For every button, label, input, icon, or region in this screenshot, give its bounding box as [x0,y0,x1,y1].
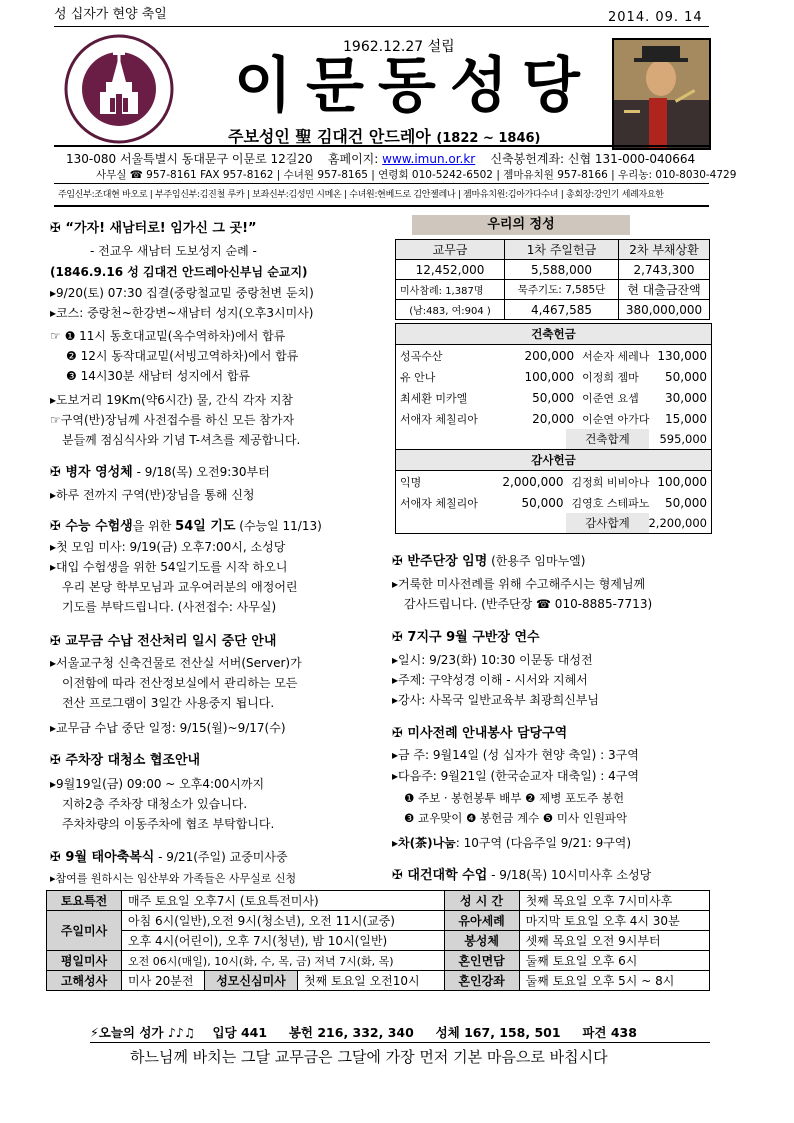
building-fund-donor: 이순연 아가다 [582,412,650,426]
patron-name: 주보성인 聖 김대건 안드레아 [228,127,431,146]
sick-communion-line: ▸하루 전까지 구역(반)장님을 통해 신청 [50,488,255,502]
finance-summary-table [395,239,710,320]
hymn-line [90,1023,637,1041]
usher-line-4: ❸ 교우맞이 ❹ 봉헌금 계수 ❺ 미사 인원파악 [404,811,628,825]
building-fund-donor: 서애자 체칠리아 [400,412,478,426]
cross-icon: ✠ [50,850,66,865]
schedule-value: 아침 6시(일반),오전 9시(청소년), 오전 11시(교중) [122,911,445,931]
pilgrimage-line-6: ▸도보거리 19Km(약6시간) 물, 간식 각자 지참 [50,393,294,407]
system-halt-line-2: 이전함에 따라 전산정보실에서 관리하는 모든 [62,676,298,690]
cross-icon: ✠ [50,465,66,480]
loan-balance: 380,000,000 [619,300,710,320]
pilgrimage-line-1: ▸9/20(토) 07:30 집결(중랑철교밑 중랑천변 둔치) [50,286,314,300]
thanks-offering-amount: 2,000,000 [502,474,564,489]
value-collection-1: 5,588,000 [505,260,619,280]
building-total-value: 595,000 [659,432,707,446]
header-dues: 교무금 [396,240,505,260]
building-fund-title: 건축헌금 [396,324,711,345]
building-fund-amount: 50,000 [532,390,575,405]
thanks-offering-donor: 익명 [400,475,422,489]
exam-prayer-line-1: ▸첫 모임 미사: 9/19(금) 오후7:00시, 소성당 [50,540,286,554]
schedule-value: 첫째 토요일 오전10시 [298,971,445,991]
schedule-label: 성 시 간 [444,891,519,911]
cross-icon: ✠ [50,634,66,649]
hymn-label: 오늘의 성가 [98,1025,164,1040]
parking-line-1: ▸9월19일(금) 09:00 ~ 오후4:00시까지 [50,777,265,791]
schedule-value: 매주 토요일 오후7시 (토요특전미사) [122,891,445,911]
contact-line: 사무실 ☎ 957-8161 FAX 957-8162 | 수녀원 957-8165 | 연령회 010-5242-6502 | 젬마유치원 957-8166 | 우리농: 010-8030-4729 [96,169,737,181]
cross-icon: ✠ [50,753,66,768]
finance-banner: 우리의 정성 [412,215,630,235]
schedule-label: 혼인면담 [444,951,519,971]
mass-schedule-table [46,890,710,991]
building-fund-box [395,323,712,534]
thanks-offering-amount: 100,000 [657,474,707,489]
header-collection-2: 2차 부채상환 [619,240,710,260]
schedule-label: 혼인강좌 [444,971,519,991]
building-fund-row [396,366,711,387]
building-fund-donor: 이정희 젬마 [582,370,639,384]
schedule-value: 둘째 토요일 오후 6시 [519,951,709,971]
mass-attendance: 미사참례: 1,387명 [396,280,505,300]
building-fund-donor: 이준연 요셉 [582,391,639,405]
thanks-offering-table [396,471,711,513]
pilgrimage-line-5: ❸ 14시30분 새남터 성지에서 합류 [66,369,251,383]
schedule-label: 토요특전 [47,891,122,911]
exam-prayer-line-3: 우리 본당 학부모님과 교우여러분의 애정어린 [62,580,298,594]
training-line-1: ▸일시: 9/23(화) 10:30 이문동 대성전 [392,653,593,667]
building-fund-donor: 성곡수산 [400,349,443,363]
building-fund-donor: 최세환 미카엘 [400,391,468,405]
system-halt-heading: ✠ 교무금 수납 전산처리 일시 중단 안내 [50,634,277,649]
training-line-3: ▸강사: 사목국 일반교육부 최광희신부님 [392,693,599,707]
exam-prayer-line-2: ▸대입 수험생을 위한 54일기도를 시작 하오니 [50,560,288,574]
pilgrimage-line-8: 분들께 점심식사와 기념 T-셔츠를 제공합니다. [62,433,301,447]
pilgrimage-subtitle: - 전교우 새남터 도보성지 순례 - [90,244,257,258]
building-fund-table [396,345,711,429]
parking-heading: ✠ 주차장 대청소 협조안내 [50,753,201,768]
hymn-offertory: 봉헌 216, 332, 340 [288,1025,414,1040]
staff-rule [54,205,709,207]
exam-prayer-heading: ✠ 수능 수험생을 위한 54일 기도 (수능일 11/13) [50,519,322,534]
building-total-label: 건축합계 [566,429,649,449]
footer-quote: 하느님께 바치는 그달 교무금은 그달에 가장 먼저 기본 마음으로 바칩시다 [130,1048,608,1066]
homepage-link[interactable]: www.imun.or.kr [382,152,476,166]
schedule-label: 성모신심미사 [205,971,298,991]
hymn-recession: 파견 438 [582,1025,637,1040]
value-collection-2: 2,743,300 [619,260,710,280]
schedule-value: 둘째 토요일 오후 5시 ~ 8시 [519,971,709,991]
usher-line-3: ❶ 주보 · 봉헌봉투 배부 ❷ 제병 포도주 봉헌 [404,791,625,805]
cross-icon: ✠ [392,630,408,645]
thanks-offering-title: 감사헌금 [396,449,711,471]
parking-line-2: 지하2층 주차장 대청소가 있습니다. [62,797,248,811]
pilgrimage-heading: ✠ “가자! 새남터로! 임가신 그 곳!” [50,221,257,236]
system-halt-line-4: ▸교무금 수납 중단 일정: 9/15(월)~9/17(수) [50,721,286,735]
schedule-value: 셋째 목요일 오전 9시부터 [519,931,709,951]
building-fund-row [396,387,711,408]
pilgrimage-subtitle-2: (1846.9.16 성 김대건 안드레아신부님 순교지) [50,265,308,279]
schedule-label: 유아세례 [444,911,519,931]
tea-sharing-line: ▸차(茶)나눔: 10구역 (다음주일 9/21: 9구역) [392,836,632,850]
footer-rule [90,1042,710,1043]
founded-date: 1962.12.27 설립 [343,39,455,55]
music-notes-icon: ♪♪♫ [167,1025,196,1040]
header-collection-1: 1차 주일헌금 [505,240,619,260]
schedule-label: 평일미사 [47,951,122,971]
parish-seal-logo [64,34,174,144]
usher-heading: ✠ 미사전례 안내봉사 담당구역 [392,726,568,741]
schedule-value: 마지막 토요일 오후 4시 30분 [519,911,709,931]
patron-saint [228,124,541,147]
music-icon: ⚡ [90,1025,99,1040]
pilgrimage-line-3: ☞ ❶ 11시 동호대교밑(옥수역하차)에서 합류 [50,329,286,343]
building-fund-amount: 15,000 [665,411,707,426]
organist-heading: ✠ 반주단장 임명 (한용주 임마누엘) [392,554,586,569]
schedule-value: 첫째 목요일 오후 7시미사후 [519,891,709,911]
thanks-offering-row [396,471,711,492]
rosary-amount: 4,467,585 [505,300,619,320]
parish-title: 이문동성당 [234,51,594,121]
staff-line: 주임신부:조대현 바오로 | 부주임신부:김진철 루카 | 보좌신부:김성민 시메온 | 수녀원:현베드로 김안젤레나 | 젬마유치원:김아가다수녀 | 총회장:강인기 세례자요한 [58,190,664,200]
pilgrimage-line-7: ☞구역(반)장님께 사전접수를 하신 모든 참가자 [50,413,295,427]
schedule-label: 고해성사 [47,971,122,991]
thanks-offering-amount: 50,000 [665,495,707,510]
cross-icon: ✠ [392,868,408,883]
organist-line-1: ▸거룩한 미사전례를 위해 수고해주시는 형제님께 [392,577,646,591]
cross-icon: ✠ [50,221,66,236]
system-halt-line-1: ▸서울교구청 신축건물로 전산실 서버(Server)가 [50,656,302,670]
thanks-offering-donor: 김영호 스테파노 [571,496,650,510]
building-fund-row [396,345,711,366]
pilgrimage-line-2: ▸코스: 중랑천~한강변~새남터 성지(오후3시미사) [50,306,314,320]
building-fund-donor: 유 안나 [400,370,436,384]
homepage-label: 홈페이지: [327,152,379,166]
schedule-value: 미사 20분전 [122,971,205,991]
thanks-total-label: 감사합계 [566,513,649,533]
feast-label: 성 십자가 현양 축일 [54,7,167,22]
building-fund-amount: 130,000 [657,348,707,363]
header-rule [54,26,709,27]
thanks-offering-donor: 서애자 체칠리아 [400,496,478,510]
usher-line-2: ▸다음주: 9월21일 (한국순교자 대축일) : 4구역 [392,769,639,783]
schedule-value: 오전 06시(매일), 10시(화, 수, 목, 금) 저녁 7시(화, 목) [122,951,445,971]
training-line-2: ▸주제: 구약성경 이해 - 시서와 지혜서 [392,673,588,687]
sick-communion-heading: ✠ 병자 영성체 - 9/18(목) 오전9:30부터 [50,465,270,480]
college-heading: ✠ 대건대학 수업 - 9/18(목) 10시미사후 소성당 [392,868,652,883]
cross-icon: ✠ [50,519,66,534]
building-fund-row [396,408,711,429]
donation-account: 신축봉헌계좌: 신협 131-000-040664 [490,152,696,166]
attendance-breakdown: (남:483, 여:904 ) [396,300,505,320]
building-fund-total-row [396,429,711,449]
usher-line-1: ▸금 주: 9월14일 (성 십자가 현양 축일) : 3구역 [392,748,639,762]
thanks-offering-amount: 50,000 [521,495,564,510]
header-bottom-rule [54,145,709,147]
building-fund-amount: 200,000 [524,348,575,363]
contact-rule [54,183,709,184]
pilgrimage-line-4: ❷ 12시 동작대교밑(서빙고역하차)에서 합류 [66,349,299,363]
organist-line-2: 감사드립니다. (반주단장 ☎ 010-8885-7713) [404,597,653,611]
thanks-total-row [396,513,711,533]
exam-prayer-line-4: 기도를 부탁드립니다. (사전접수: 사무실) [62,600,277,614]
thanks-offering-donor: 김정희 비비아나 [571,475,650,489]
patron-years: (1822 ~ 1846) [436,131,541,146]
issue-date: 2014. 09. 14 [608,10,703,25]
schedule-label: 주일미사 [47,911,122,951]
training-heading: ✠ 7지구 9월 구반장 연수 [392,630,540,645]
hymn-communion: 성체 167, 158, 501 [435,1025,561,1040]
building-fund-donor: 서순자 세레나 [582,349,650,363]
rosary-count: 묵주기도: 7,585단 [505,280,619,300]
blessing-line: ▸참여를 원하시는 임산부와 가족들은 사무실로 신청 [50,872,297,885]
address: 130-080 서울특별시 동대문구 이문로 12길20 [66,152,313,166]
schedule-label: 봉성체 [444,931,519,951]
parking-line-3: 주차차량의 이동주차에 협조 부탁합니다. [62,817,275,831]
thanks-offering-row [396,492,711,513]
building-fund-amount: 30,000 [665,390,707,405]
address-line [66,150,695,167]
schedule-value: 오후 4시(어린이), 오후 7시(청년), 밤 10시(일반) [122,931,445,951]
building-fund-amount: 100,000 [524,369,575,384]
value-dues: 12,452,000 [396,260,505,280]
thanks-total-value: 2,200,000 [648,516,707,530]
saint-portrait-image [612,38,711,150]
cross-icon: ✠ [392,554,408,569]
hymn-entrance: 입당 441 [212,1025,268,1040]
building-fund-amount: 20,000 [532,411,575,426]
building-fund-amount: 50,000 [665,369,707,384]
loan-balance-label: 현 대출금잔액 [619,280,710,300]
system-halt-line-3: 전산 프로그램이 3일간 사용중지 됩니다. [62,696,275,710]
blessing-heading: ✠ 9월 태아축복식 - 9/21(주일) 교중미사중 [50,850,288,865]
cross-icon: ✠ [392,726,408,741]
